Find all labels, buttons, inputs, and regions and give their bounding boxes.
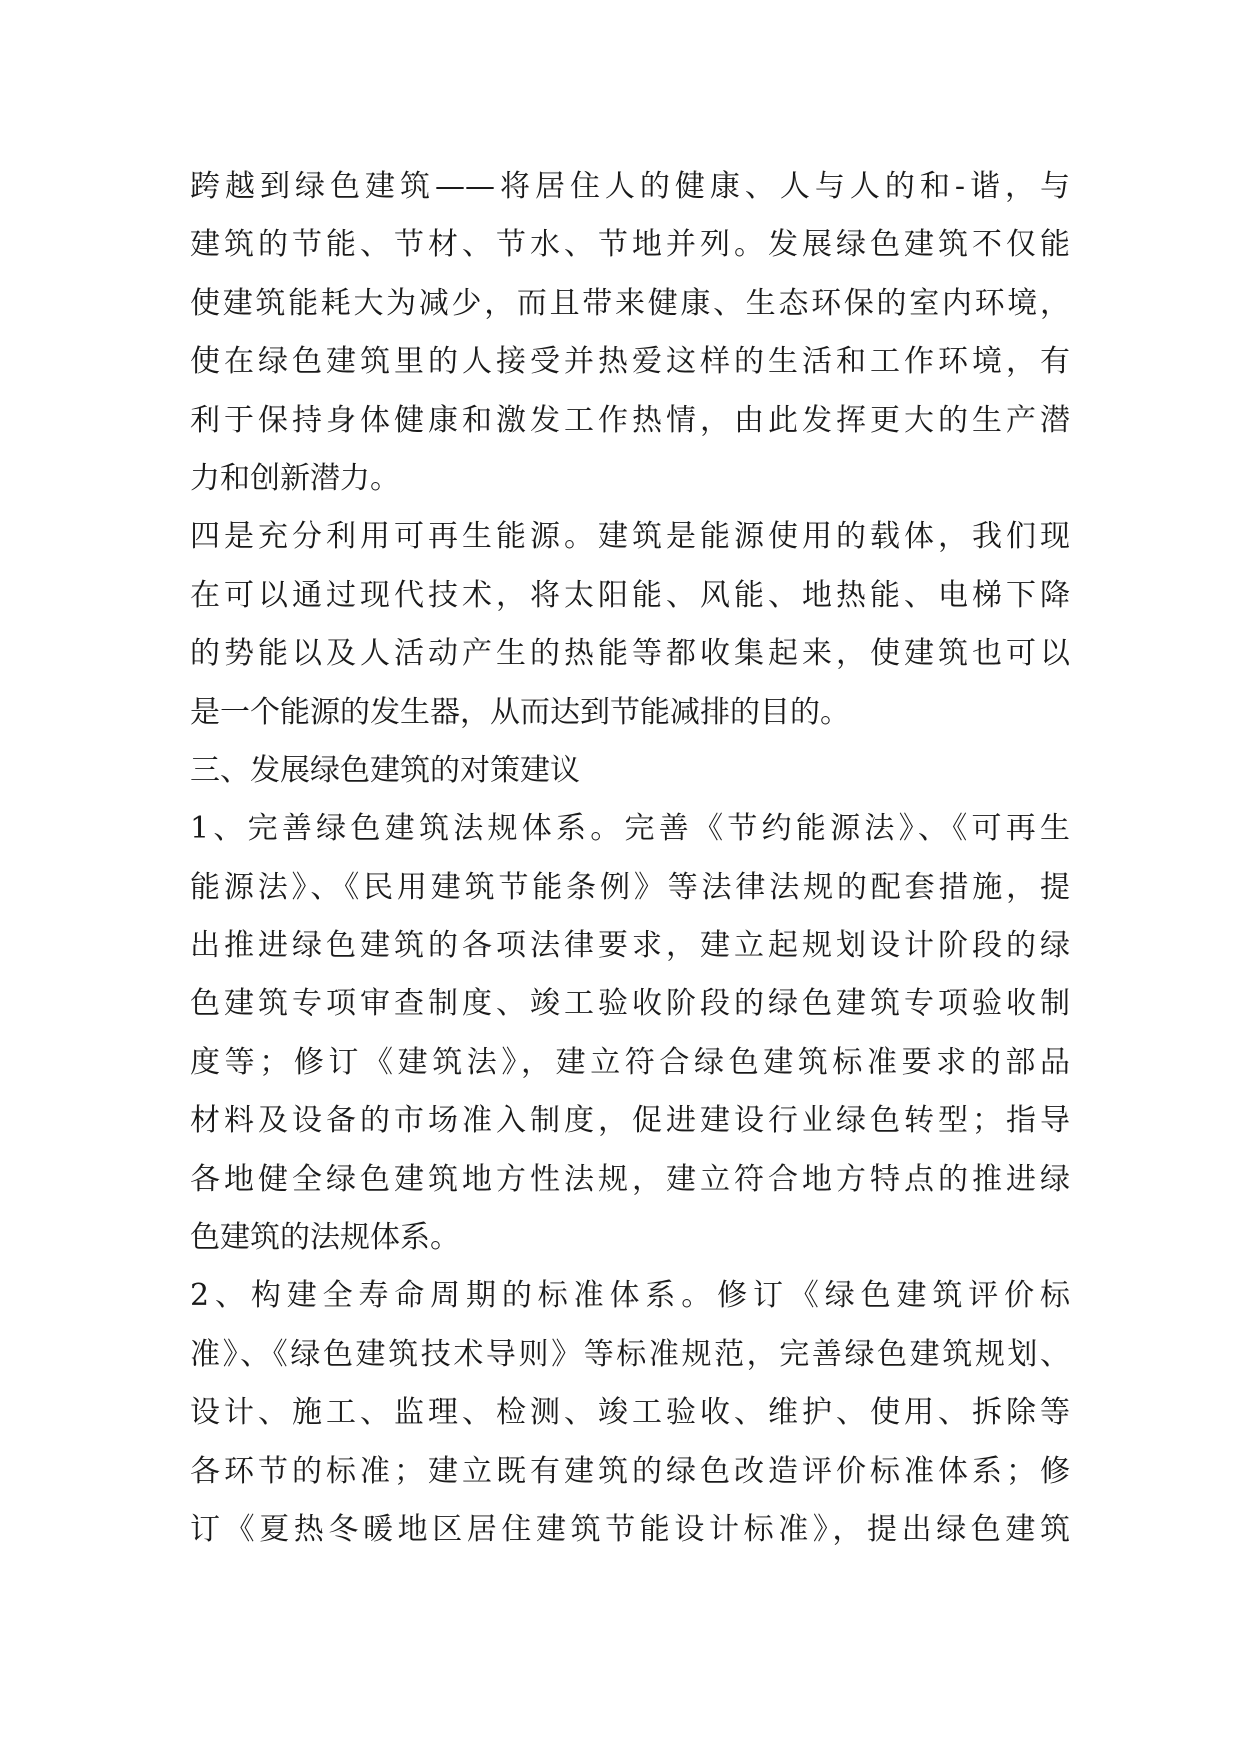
text-line: 订《夏热冬暖地区居住建筑节能设计标准》，提出绿色建筑 xyxy=(190,1511,1070,1547)
text-line: 材料及设备的市场准入制度，促进建设行业绿色转型；指导 xyxy=(190,1103,1070,1139)
text-line: 度等；修订《建筑法》，建立符合绿色建筑标准要求的部品 xyxy=(190,1044,1070,1080)
text-line: 是一个能源的发生器，从而达到节能减排的目的。 xyxy=(190,694,850,730)
text-line: 色建筑专项审查制度、竣工验收阶段的绿色建筑专项验收制 xyxy=(190,986,1070,1022)
text-line: 2、构建全寿命周期的标准体系。修订《绿色建筑评价标 xyxy=(190,1278,1070,1314)
text-line: 利于保持身体健康和激发工作热情，由此发挥更大的生产潜 xyxy=(190,402,1070,438)
text-line: 设计、施工、监理、检测、竣工验收、维护、使用、拆除等 xyxy=(190,1395,1070,1431)
text-line: 1、完善绿色建筑法规体系。完善《节约能源法》、《可再生 xyxy=(190,811,1070,847)
text-line: 各环节的标准；建立既有建筑的绿色改造评价标准体系；修 xyxy=(190,1453,1070,1489)
document-body xyxy=(190,158,1070,1559)
text-line: 能源法》、《民用建筑节能条例》等法律法规的配套措施，提 xyxy=(190,869,1070,905)
text-line: 准》、《绿色建筑技术导则》等标准规范，完善绿色建筑规划、 xyxy=(190,1336,1070,1372)
text-line: 力和创新潜力。 xyxy=(190,460,400,496)
text-line: 使建筑能耗大为减少，而且带来健康、生态环保的室内环境， xyxy=(190,285,1070,321)
text-line: 出推进绿色建筑的各项法律要求，建立起规划设计阶段的绿 xyxy=(190,928,1070,964)
text-line: 三、发展绿色建筑的对策建议 xyxy=(190,752,580,788)
text-line: 跨越到绿色建筑——将居住人的健康、人与人的和-谐，与 xyxy=(190,169,1070,204)
text-line: 使在绿色建筑里的人接受并热爱这样的生活和工作环境，有 xyxy=(190,344,1070,380)
text-line: 色建筑的法规体系。 xyxy=(190,1220,460,1256)
text-line: 建筑的节能、节材、节水、节地并列。发展绿色建筑不仅能 xyxy=(190,227,1070,263)
text-line: 的势能以及人活动产生的热能等都收集起来，使建筑也可以 xyxy=(190,636,1070,672)
text-line: 各地健全绿色建筑地方性法规，建立符合地方特点的推进绿 xyxy=(190,1161,1070,1197)
text-line: 四是充分利用可再生能源。建筑是能源使用的载体，我们现 xyxy=(190,519,1070,555)
text-line: 在可以通过现代技术，将太阳能、风能、地热能、电梯下降 xyxy=(190,577,1070,613)
